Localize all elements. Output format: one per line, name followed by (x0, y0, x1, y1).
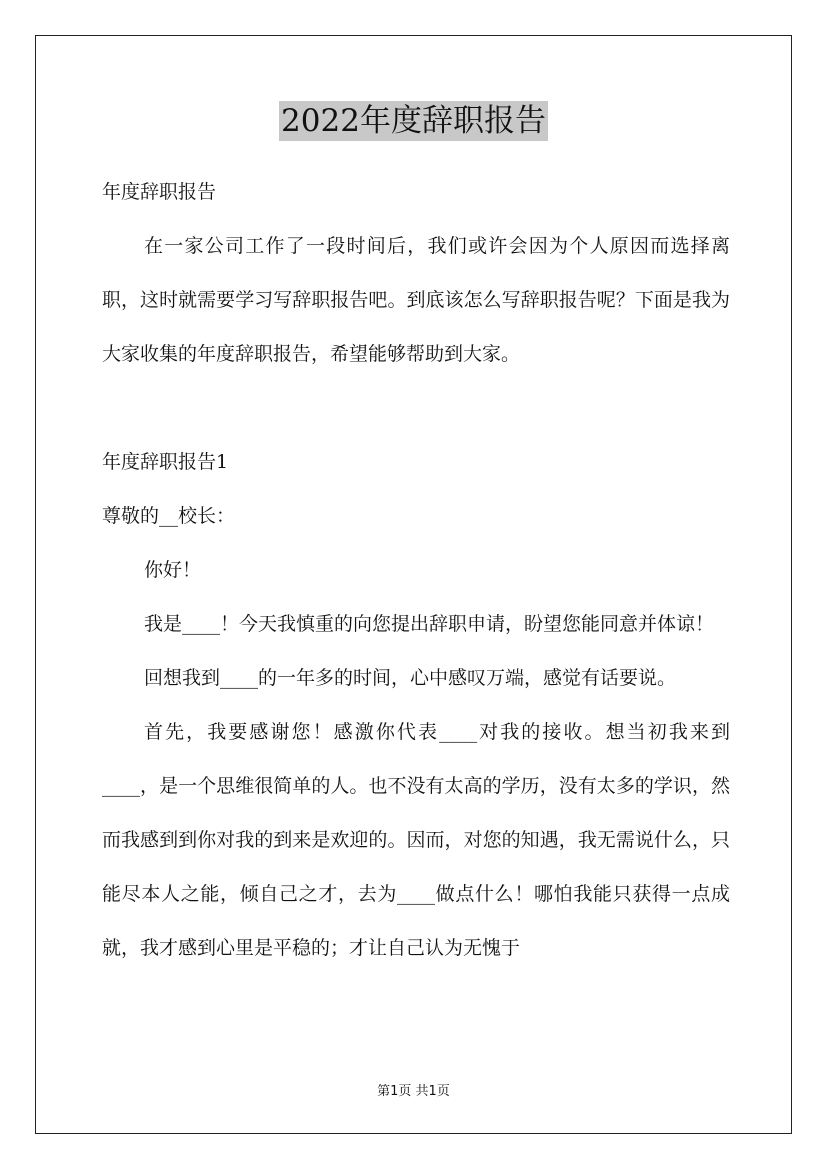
greeting: 你好！ (144, 559, 202, 581)
document-body (102, 165, 730, 975)
blank-line (102, 381, 730, 435)
section-heading: 年度辞职报告1 (102, 451, 229, 473)
salutation: 尊敬的__校长： (102, 505, 236, 527)
intro-heading: 年度辞职报告 (102, 181, 217, 203)
document-title: 2022年度辞职报告 (281, 103, 546, 139)
body-paragraph: 我是____！今天我慎重的向您提出辞职申请，盼望您能同意并体谅！ (144, 613, 715, 635)
body-paragraph: 回想我到____的一年多的时间，心中感叹万端，感觉有话要说。 (144, 667, 677, 689)
intro-paragraph: 在一家公司工作了一段时间后，我们或许会因为个人原因而选择离职，这时就需要学习写辞职报告吧。到底该怎么写辞职报告呢？下面是我为大家收集的年度辞职报告，希望能够帮助到大家。 (102, 235, 730, 365)
title-container (0, 101, 827, 141)
body-paragraph: 首先，我要感谢您！感激你代表____对我的接收。想当初我来到____，是一个思维很简单的人。也不没有太高的学历，没有太多的学识，然而我感到到你对我的到来是欢迎的。因而，对您的知遇，我无需说什么，只能尽本人之能，倾自己之才，去为____做点什么！哪怕我能只获得一点成就，我才感到心里是平稳的；才让自己认为无愧于 (102, 721, 730, 959)
page-footer: 第1页 共1页 (377, 1084, 450, 1099)
